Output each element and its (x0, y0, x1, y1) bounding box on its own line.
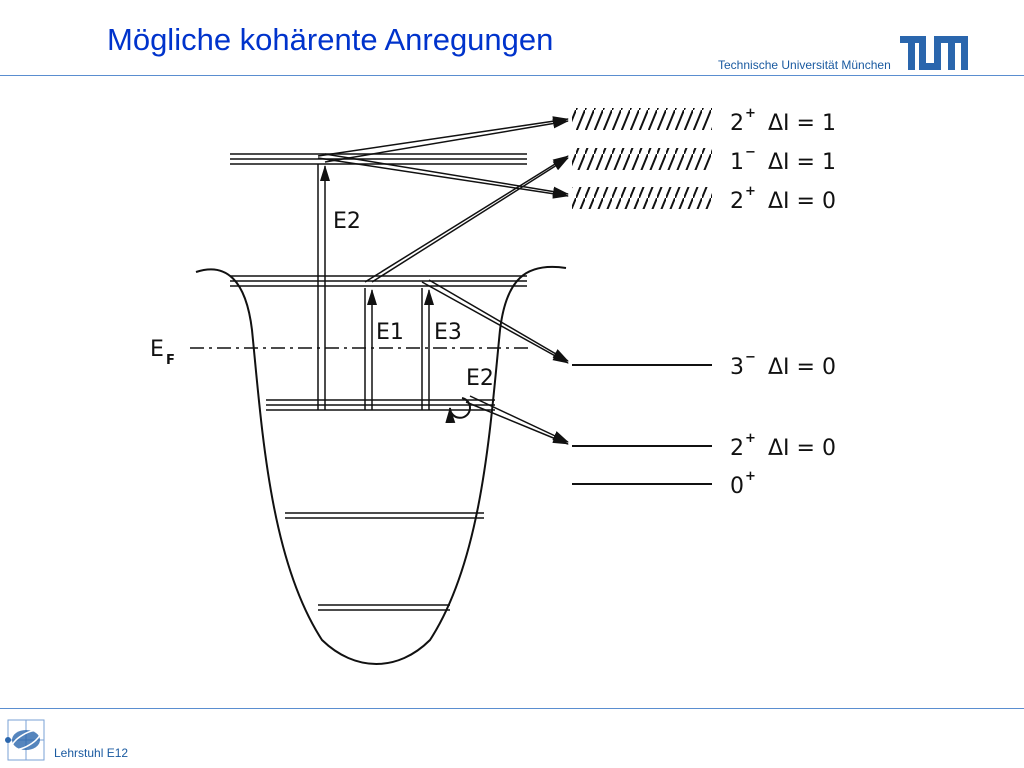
svg-text:1: 1 (730, 150, 744, 175)
svg-text:ΔI = 1: ΔI = 1 (768, 150, 836, 175)
svg-text:−: − (745, 145, 756, 160)
fermi-label: E (150, 337, 164, 362)
svg-text:ΔI = 0: ΔI = 0 (768, 189, 836, 214)
svg-text:+: + (745, 431, 756, 446)
e1-label: E1 (376, 320, 404, 345)
svg-text:ΔI = 0: ΔI = 0 (768, 355, 836, 380)
continuum-state-1 (572, 108, 712, 130)
e2-label: E2 (333, 209, 361, 234)
e3-transition-arrow (422, 288, 429, 410)
e2-intra-shell-loop (450, 398, 470, 418)
svg-text:2: 2 (730, 436, 744, 461)
e3-label: E3 (434, 320, 462, 345)
footer-divider (0, 708, 1024, 709)
svg-text:+: + (745, 106, 756, 121)
state-label-6 (730, 469, 756, 499)
state-label-3 (730, 184, 836, 214)
lower-shell-levels (266, 400, 495, 410)
svg-text:3: 3 (730, 355, 744, 380)
deep-level-1 (285, 513, 484, 518)
continuum-state-2 (572, 148, 712, 170)
svg-text:ΔI = 0: ΔI = 0 (768, 436, 836, 461)
e2-transition-arrow (318, 164, 325, 410)
state-label-5 (730, 431, 836, 461)
university-name: Technische Universität München (718, 58, 891, 72)
svg-text:ΔI = 1: ΔI = 1 (768, 111, 836, 136)
svg-text:0: 0 (730, 474, 744, 499)
svg-text:2: 2 (730, 111, 744, 136)
svg-text:−: − (745, 350, 756, 365)
state-label-4 (730, 350, 836, 380)
svg-text:+: + (745, 184, 756, 199)
svg-text:+: + (745, 469, 756, 484)
e1-transition-arrow (365, 288, 372, 410)
chair-name: Lehrstuhl E12 (54, 746, 129, 760)
slide-title: Mögliche kohärente Anregungen (107, 22, 554, 57)
state-label-2 (730, 145, 836, 175)
fermi-subscript: F (166, 353, 175, 368)
continuum-state-3 (572, 187, 712, 209)
chair-logo (4, 718, 48, 766)
state-label-1 (730, 106, 836, 136)
e2-small-label: E2 (466, 366, 494, 391)
svg-text:2: 2 (730, 189, 744, 214)
deep-level-2 (318, 605, 450, 610)
discrete-states (572, 365, 712, 484)
